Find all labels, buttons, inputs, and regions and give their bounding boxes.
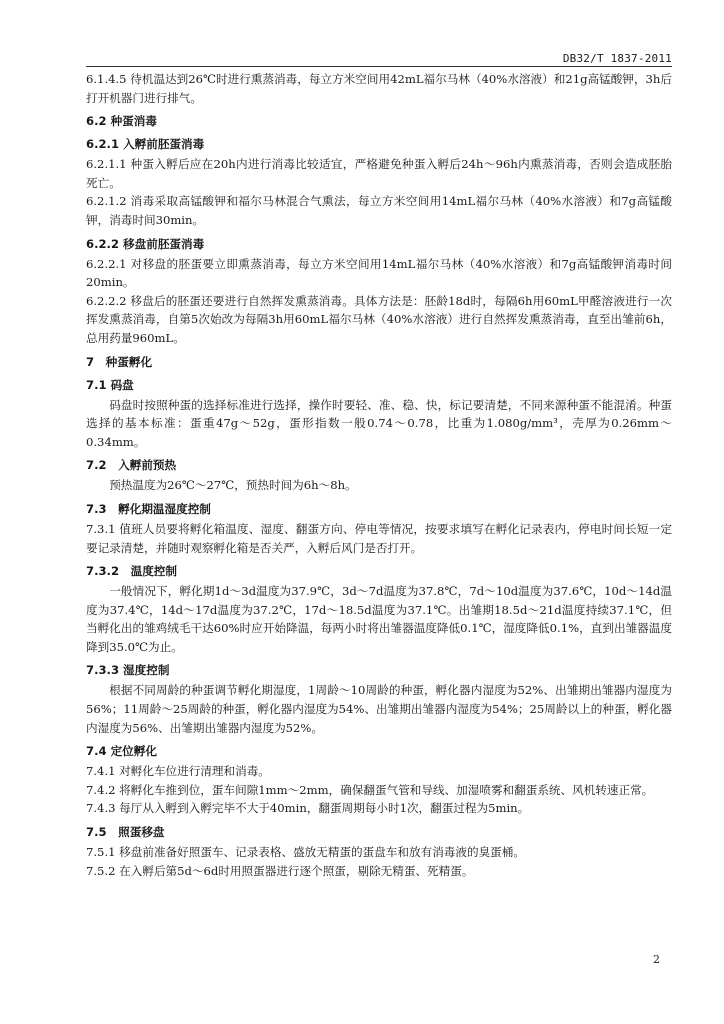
clause-paragraph: 6.2.1.2 消毒采取高锰酸钾和福尔马林混合气熏法，每立方米空间用14mL福尔马林（40%水溶液）和7g高锰酸钾，消毒时间30min。: [86, 194, 672, 227]
clause-paragraph: 7.3.1 值班人员要将孵化箱温度、湿度、翻蛋方向、停电等情况，按要求填写在孵化记录表内，停电时间长短一定要记录清楚，并随时观察孵化箱是否关严，入孵后风门是否打开。: [86, 521, 672, 555]
section-heading: 6.2 种蛋消毒: [86, 114, 157, 129]
body-paragraph: 码盘时按照种蛋的选择标准进行选择，操作时要轻、准、稳、快，标记要清楚，不同来源种蛋不能混淆。种蛋选择的基本标准：蛋重47g～52g，蛋形指数一般0.74～0.78，比重为1.080g/mm³，壳厚为0.26mm～0.34mm。: [86, 397, 672, 449]
body-paragraph: 一般情况下，孵化期1d～3d温度为37.9℃，3d～7d温度为37.8℃，7d～10d温度为37.6℃，10d～14d温度为37.4℃，14d～17d温度为37.2℃，17d～18.5d温度为37.1℃。出雏期18.5d～21d温度持续37.1℃，但当孵化出的雏鸡绒毛干达60%时应开始降温，每两小时将出雏器温度降低0.1℃，湿度降低0.1%，直到出雏器温度降到35.0℃为止。: [86, 584, 672, 654]
section-heading: 7.5 照蛋移盘: [86, 825, 165, 840]
clause-paragraph: 6.2.1.1 种蛋入孵后应在20h内进行消毒比较适宜，严格避免种蛋入孵后24h～96h内熏蒸消毒，否则会造成胚胎死亡。: [86, 157, 672, 190]
section-heading: 7 种蛋孵化: [86, 354, 153, 369]
body-paragraph: 根据不同周龄的种蛋调节孵化期湿度，1周龄～10周龄的种蛋，孵化器内湿度为52%、出雏期出雏器内湿度为56%；11周龄～25周龄的种蛋，孵化器内湿度为54%、出雏期出雏器内湿度为54%；25周龄以上的种蛋，孵化器内湿度为56%、出雏期出雏器内湿度为52%。: [86, 683, 672, 735]
standard-code: DB32/T 1837-2011: [562, 52, 672, 65]
section-heading: 7.2 入孵前预热: [86, 458, 177, 473]
section-heading: 6.2.1 入孵前胚蛋消毒: [86, 137, 205, 152]
clause-paragraph: 6.2.2.1 对移盘的胚蛋要立即熏蒸消毒，每立方米空间用14mL福尔马林（40%水溶液）和7g高锰酸钾消毒时间20min。: [86, 256, 672, 290]
section-heading: 7.3.2 温度控制: [86, 564, 177, 579]
body-paragraph: 预热温度为26℃～27℃，预热时间为6h～8h。: [109, 478, 357, 493]
page-number: 2: [653, 953, 660, 966]
section-heading: 7.3 孵化期温湿度控制: [86, 501, 211, 516]
clause-paragraph: 6.1.4.5 待机温达到26℃时进行熏蒸消毒，每立方米空间用42mL福尔马林（40%水溶液）和21g高锰酸钾，3h后打开机器门进行排气。: [86, 72, 672, 105]
header-rule: [86, 66, 672, 67]
section-heading: 7.3.3 湿度控制: [86, 663, 170, 678]
clause-paragraph: 7.5.1 移盘前准备好照蛋车、记录表格、盛放无精蛋的蛋盘车和放有消毒液的臭蛋桶。: [86, 845, 525, 860]
clause-paragraph: 7.4.3 每厅从入孵到入孵完毕不大于40min，翻蛋周期每小时1次，翻蛋过程为5min。: [86, 801, 530, 816]
clause-paragraph: 7.5.2 在入孵后第5d～6d时用照蛋器进行逐个照蛋，剔除无精蛋、死精蛋。: [86, 863, 474, 878]
section-heading: 7.1 码盘: [86, 377, 134, 392]
section-heading: 7.4 定位孵化: [86, 744, 157, 759]
section-heading: 6.2.2 移盘前胚蛋消毒: [86, 236, 205, 251]
clause-paragraph: 6.2.2.2 移盘后的胚蛋还要进行自然挥发熏蒸消毒。具体方法是：胚龄18d时，每隔6h用60mL甲醛溶液进行一次挥发熏蒸消毒，自第5次始改为每隔3h用60mL福尔马林（40%水溶液）进行自然挥发熏蒸消毒，直至出雏前6h，总用药量960mL。: [86, 293, 672, 345]
clause-paragraph: 7.4.1 对孵化车位进行清理和消毒。: [86, 764, 270, 779]
clause-paragraph: 7.4.2 将孵化车推到位，蛋车间隙1mm～2mm，确保翻蛋气管和导线、加湿喷雾和翻蛋系统、风机转速正常。: [86, 782, 654, 797]
document-body: [86, 70, 672, 880]
